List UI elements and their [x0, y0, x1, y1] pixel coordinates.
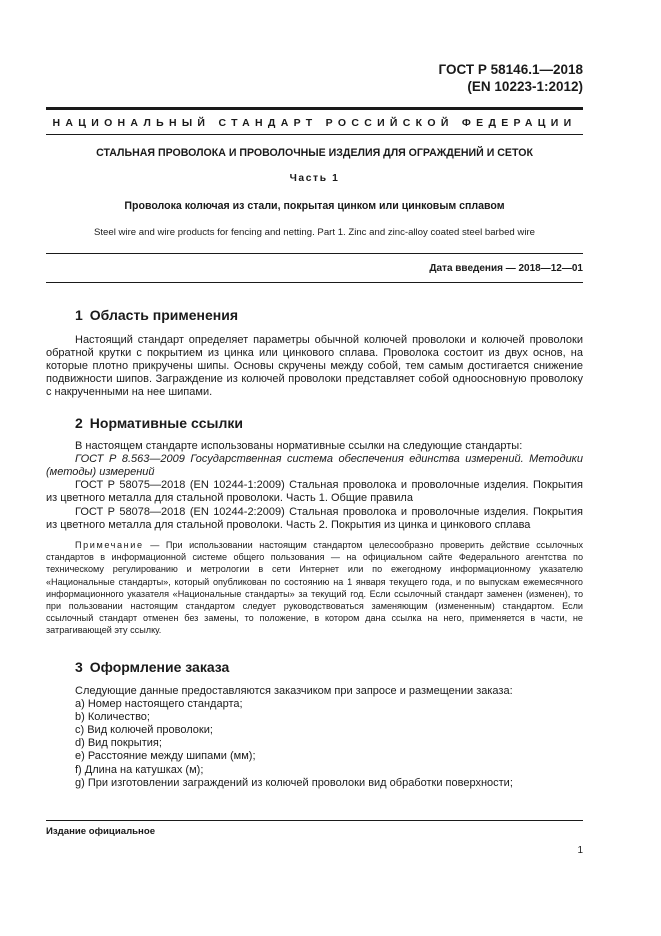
introduction-date: Дата введения — 2018—12—01	[429, 263, 583, 274]
section-number: 3	[75, 659, 83, 675]
document-title: СТАЛЬНАЯ ПРОВОЛОКА И ПРОВОЛОЧНЫЕ ИЗДЕЛИЯ ДЛЯ ОГРАЖДЕНИЙ И СЕТОК	[96, 147, 533, 159]
reference-item	[46, 453, 583, 479]
references-note	[46, 539, 583, 637]
standard-designation-en: (EN 10223-1:2012)	[467, 79, 583, 94]
heading-rule	[46, 134, 583, 135]
order-list-item: g) При изготовлении заграждений из колючей проволоки вид обработки поверхности;	[75, 777, 513, 789]
order-list-item: f) Длина на катушках (м);	[75, 764, 204, 776]
section-title: Оформление заказа	[89, 659, 230, 675]
date-rule	[46, 282, 583, 283]
section-number: 1	[75, 307, 83, 323]
order-list-item: e) Расстояние между шипами (мм);	[75, 750, 256, 762]
document-part: Часть 1	[289, 173, 340, 184]
reference-text: ГОСТ Р 8.563—2009 Государственная система обеспечения единства измерений. Методики (методы) измерений	[46, 453, 583, 478]
order-list-item: c) Вид колючей проволоки;	[75, 724, 213, 736]
reference-item: ГОСТ Р 58075—2018 (EN 10244-1:2009) Стальная проволока и проволочные изделия. Покрытия из цветного металла для стальной проволоки. Часть 1. Общие правила	[46, 479, 583, 504]
national-standard-heading: НАЦИОНАЛЬНЫЙ СТАНДАРТ РОССИЙСКОЙ ФЕДЕРАЦИИ	[52, 117, 577, 129]
references-intro: В настоящем стандарте использованы нормативные ссылки на следующие стандарты:	[75, 440, 523, 452]
section-1-heading	[75, 307, 238, 323]
page-number: 1	[577, 845, 583, 856]
title-rule	[46, 253, 583, 254]
section-3-heading	[75, 659, 229, 675]
section-1-text: Настоящий стандарт определяет параметры обычной колючей проволоки и колючей проволоки обратной крутки с покрытием из цинка или цинкового сплава. Проволока состоит из двух основ, на которые плотно прикручены шипы. Основы скручены между собой, тем самым достигается снижение подвижности шипов. Заграждение из колючей проволоки представляет собой одноосновную проволоку с накрученными на нее шипами.	[46, 334, 583, 398]
order-intro: Следующие данные предоставляются заказчиком при запросе и размещении заказа:	[75, 685, 513, 697]
order-list-item: d) Вид покрытия;	[75, 737, 162, 749]
reference-item: ГОСТ Р 58078—2018 (EN 10244-2:2009) Стальная проволока и проволочные изделия. Покрытия из цветного металла для стальной проволоки. Часть 2. Покрытия из цинка и цинкового сплава	[46, 506, 583, 531]
order-list-item: a) Номер настоящего стандарта;	[75, 698, 243, 710]
section-title: Область применения	[89, 307, 239, 323]
note-label: Примечание	[75, 540, 144, 550]
standard-designation: ГОСТ Р 58146.1—2018	[438, 62, 583, 77]
section-number: 2	[75, 415, 83, 431]
section-2-heading	[75, 415, 243, 431]
footer-rule	[46, 820, 583, 821]
official-edition-label: Издание официальное	[46, 826, 156, 837]
document-subtitle: Проволока колючая из стали, покрытая цинком или цинковым сплавом	[124, 200, 505, 212]
top-rule	[46, 107, 583, 110]
section-title: Нормативные ссылки	[89, 415, 243, 431]
standard-designation-block	[439, 61, 583, 95]
document-title-english: Steel wire and wire products for fencing and netting. Part 1. Zinc and zinc-alloy coated steel barbed wire	[93, 227, 536, 238]
order-list-item: b) Количество;	[75, 711, 150, 723]
note-text: — При использовании настоящим стандартом целесообразно проверить действие ссылочных стандартов в информационной системе общего пользования — на официальном сайте Федерального агентства по техническому регулированию и метрологии в сети Интернет или по ежегодному информационному указателю «Национальные стандарты», который опубликован по состоянию на 1 января текущего года, и по выпускам ежемесячного информационного указателя «Национальные стандарты» за текущий год. Если ссылочный стандарт заменен (изменен), то при пользовании настоящим стандартом следует руководствоваться заменяющим (измененным) стандартом. Если ссылочный стандарт отменен без замены, то положение, в котором дана ссылка на него, применяется в части, не затрагивающей эту ссылку.	[46, 540, 583, 636]
